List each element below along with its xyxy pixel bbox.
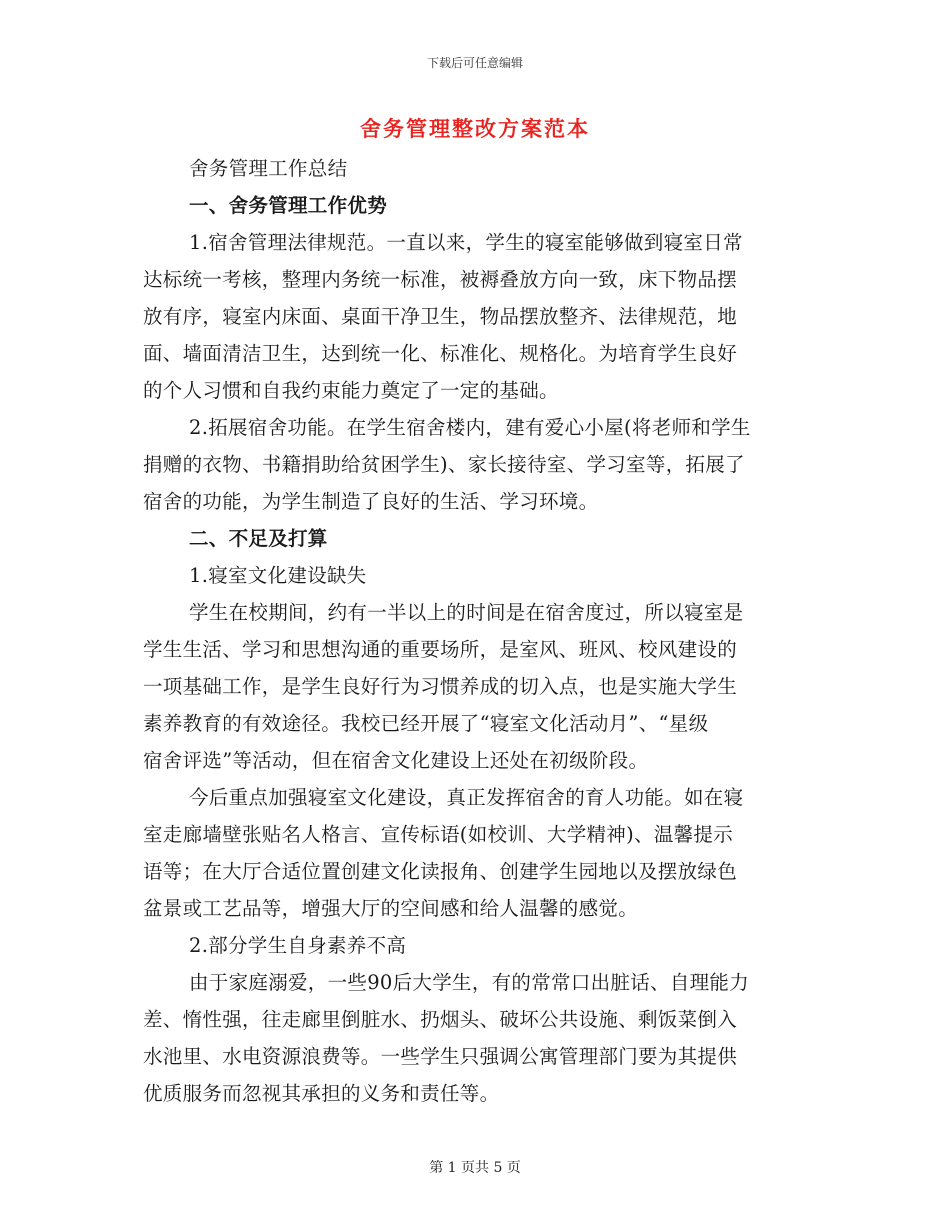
paragraph-line: 1.宿舍管理法律规范。一直以来，学生的寝室能够做到寝室日常 <box>189 231 743 254</box>
paragraph-line: 室走廊墙壁张贴名人格言、宣传标语(如校训、大学精神)、温馨提示 <box>143 823 734 846</box>
paragraph-line: 的个人习惯和自我约束能力奠定了一定的基础。 <box>143 379 559 402</box>
paragraph-line: 由于家庭溺爱，一些90后大学生，有的常常口出脏话、自理能力 <box>189 971 750 994</box>
paragraph-line: 学生生活、学习和思想沟通的重要场所，是室风、班风、校风建设的 <box>143 638 738 661</box>
paragraph-line: 达标统一考核，整理内务统一标准，被褥叠放方向一致，床下物品摆 <box>143 268 738 291</box>
document-body <box>143 150 808 1112</box>
section-heading: 一、舍务管理工作优势 <box>189 194 388 217</box>
paragraph-line: 学生在校期间，约有一半以上的时间是在宿舍度过，所以寝室是 <box>189 601 744 624</box>
paragraph-line: 宿舍的功能，为学生制造了良好的生活、学习环境。 <box>143 490 599 513</box>
paragraph-line: 2.拓展宿舍功能。在学生宿舍楼内，建有爱心小屋(将老师和学生 <box>189 416 751 439</box>
paragraph-line: 宿舍评选”等活动，但在宿舍文化建设上还处在初级阶段。 <box>143 749 649 772</box>
paragraph-line: 舍务管理工作总结 <box>189 157 348 180</box>
paragraph-line: 素养教育的有效途径。我校已经开展了“寝室文化活动月”、“星级 <box>143 712 709 735</box>
header-note: 下载后可任意编辑 <box>426 56 523 70</box>
paragraph-line: 语等；在大厅合适位置创建文化读报角、创建学生园地以及摆放绿色 <box>143 860 738 883</box>
paragraph-line: 盆景或工艺品等，增强大厅的空间感和给人温馨的感觉。 <box>143 897 639 920</box>
paragraph-line: 捐赠的衣物、书籍捐助给贫困学生)、家长接待室、学习室等，拓展了 <box>143 453 745 476</box>
paragraph-line: 一项基础工作，是学生良好行为习惯养成的切入点，也是实施大学生 <box>143 675 738 698</box>
paragraph-line: 1.寝室文化建设缺失 <box>189 564 367 587</box>
paragraph-line: 今后重点加强寝室文化建设，真正发挥宿舍的育人功能。如在寝 <box>189 786 744 809</box>
paragraph-line: 差、惰性强，往走廊里倒脏水、扔烟头、破坏公共设施、剩饭菜倒入 <box>143 1008 738 1031</box>
paragraph-line: 2.部分学生自身素养不高 <box>189 934 407 957</box>
document-title: 舍务管理整改方案范本 <box>360 116 590 141</box>
page-footer: 第 1 页共 5 页 <box>429 1160 521 1176</box>
paragraph-line: 优质服务而忽视其承担的义务和责任等。 <box>143 1082 500 1105</box>
paragraph-line: 放有序，寝室内床面、桌面干净卫生，物品摆放整齐、法律规范，地 <box>143 305 738 328</box>
section-heading: 二、不足及打算 <box>189 527 328 550</box>
paragraph-line: 面、墙面清洁卫生，达到统一化、标准化、规格化。为培育学生良好 <box>143 342 738 365</box>
paragraph-line: 水池里、水电资源浪费等。一些学生只强调公寓管理部门要为其提供 <box>143 1045 738 1068</box>
